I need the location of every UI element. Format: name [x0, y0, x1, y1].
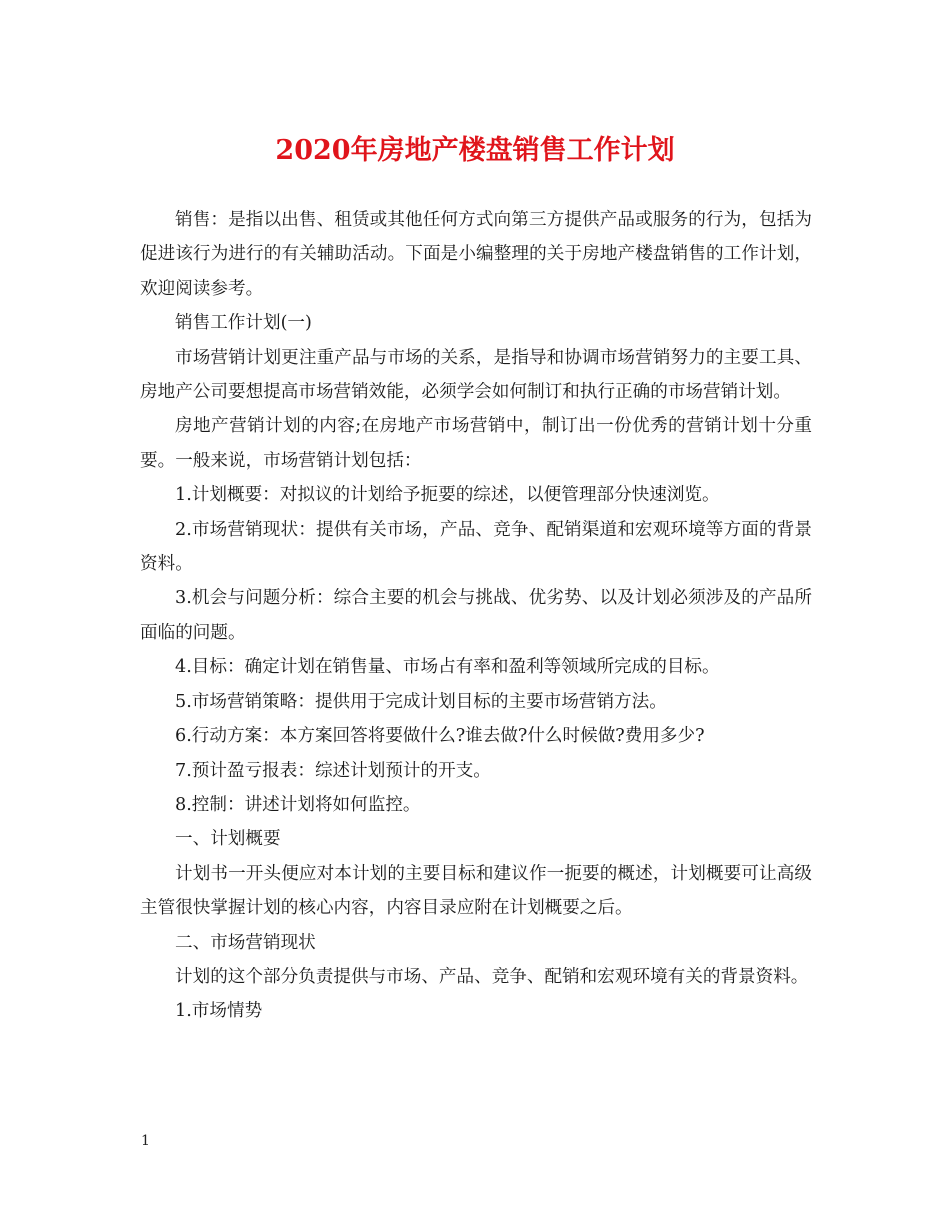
section-heading-market-status: 二、市场营销现状 — [175, 932, 316, 953]
paragraph-market-status-detail: 计划的这个部分负责提供与市场、产品、竞争、配销和宏观环境有关的背景资料。 — [175, 966, 809, 987]
paragraph-plan-summary-detail: 计划书一开头便应对本计划的主要目标和建议作一扼要的概述，计划概要可让高级主管很快掌握计划的核心内容，内容目录应附在计划概要之后。 — [140, 863, 812, 919]
list-item-goals: 4.目标：确定计划在销售量、市场占有率和盈利等领域所完成的目标。 — [175, 657, 720, 678]
list-item-profit-loss: 7.预计盈亏报表：综述计划预计的开支。 — [175, 760, 491, 781]
paragraph-section-heading-plan-one: 销售工作计划(一) — [175, 313, 312, 334]
subheading-market-situation: 1.市场情势 — [175, 1001, 263, 1022]
paragraph-marketing-plan-overview: 市场营销计划更注重产品与市场的关系，是指导和协调市场营销努力的主要工具、房地产公司要想提高市场营销效能，必须学会如何制订和执行正确的市场营销计划。 — [140, 347, 812, 403]
paragraph-intro: 销售：是指以出售、租赁或其他任何方式向第三方提供产品或服务的行为，包括为促进该行为进行的有关辅助活动。下面是小编整理的关于房地产楼盘销售的工作计划，欢迎阅读参考。 — [140, 210, 812, 299]
document-title: 2020年房地产楼盘销售工作计划 — [275, 135, 675, 166]
list-item-action-plan: 6.行动方案：本方案回答将要做什么?谁去做?什么时候做?费用多少? — [175, 726, 705, 747]
list-item-plan-summary: 1.计划概要：对拟议的计划给予扼要的综述，以便管理部分快速浏览。 — [175, 485, 720, 506]
paragraph-plan-contents: 房地产营销计划的内容;在房地产市场营销中，制订出一份优秀的营销计划十分重要。一般来说，市场营销计划包括： — [140, 416, 812, 471]
list-item-opportunity-analysis: 3.机会与问题分析：综合主要的机会与挑战、优劣势、以及计划必须涉及的产品所面临的问题。 — [140, 588, 812, 643]
page-number: 1 — [141, 1133, 150, 1149]
list-item-marketing-strategy: 5.市场营销策略：提供用于完成计划目标的主要市场营销方法。 — [175, 691, 667, 712]
list-item-market-status: 2.市场营销现状：提供有关市场，产品、竞争、配销渠道和宏观环境等方面的背景资料。 — [140, 519, 812, 575]
list-item-control: 8.控制：讲述计划将如何监控。 — [175, 794, 421, 815]
section-heading-plan-summary: 一、计划概要 — [175, 829, 281, 850]
document-body — [140, 203, 812, 1029]
